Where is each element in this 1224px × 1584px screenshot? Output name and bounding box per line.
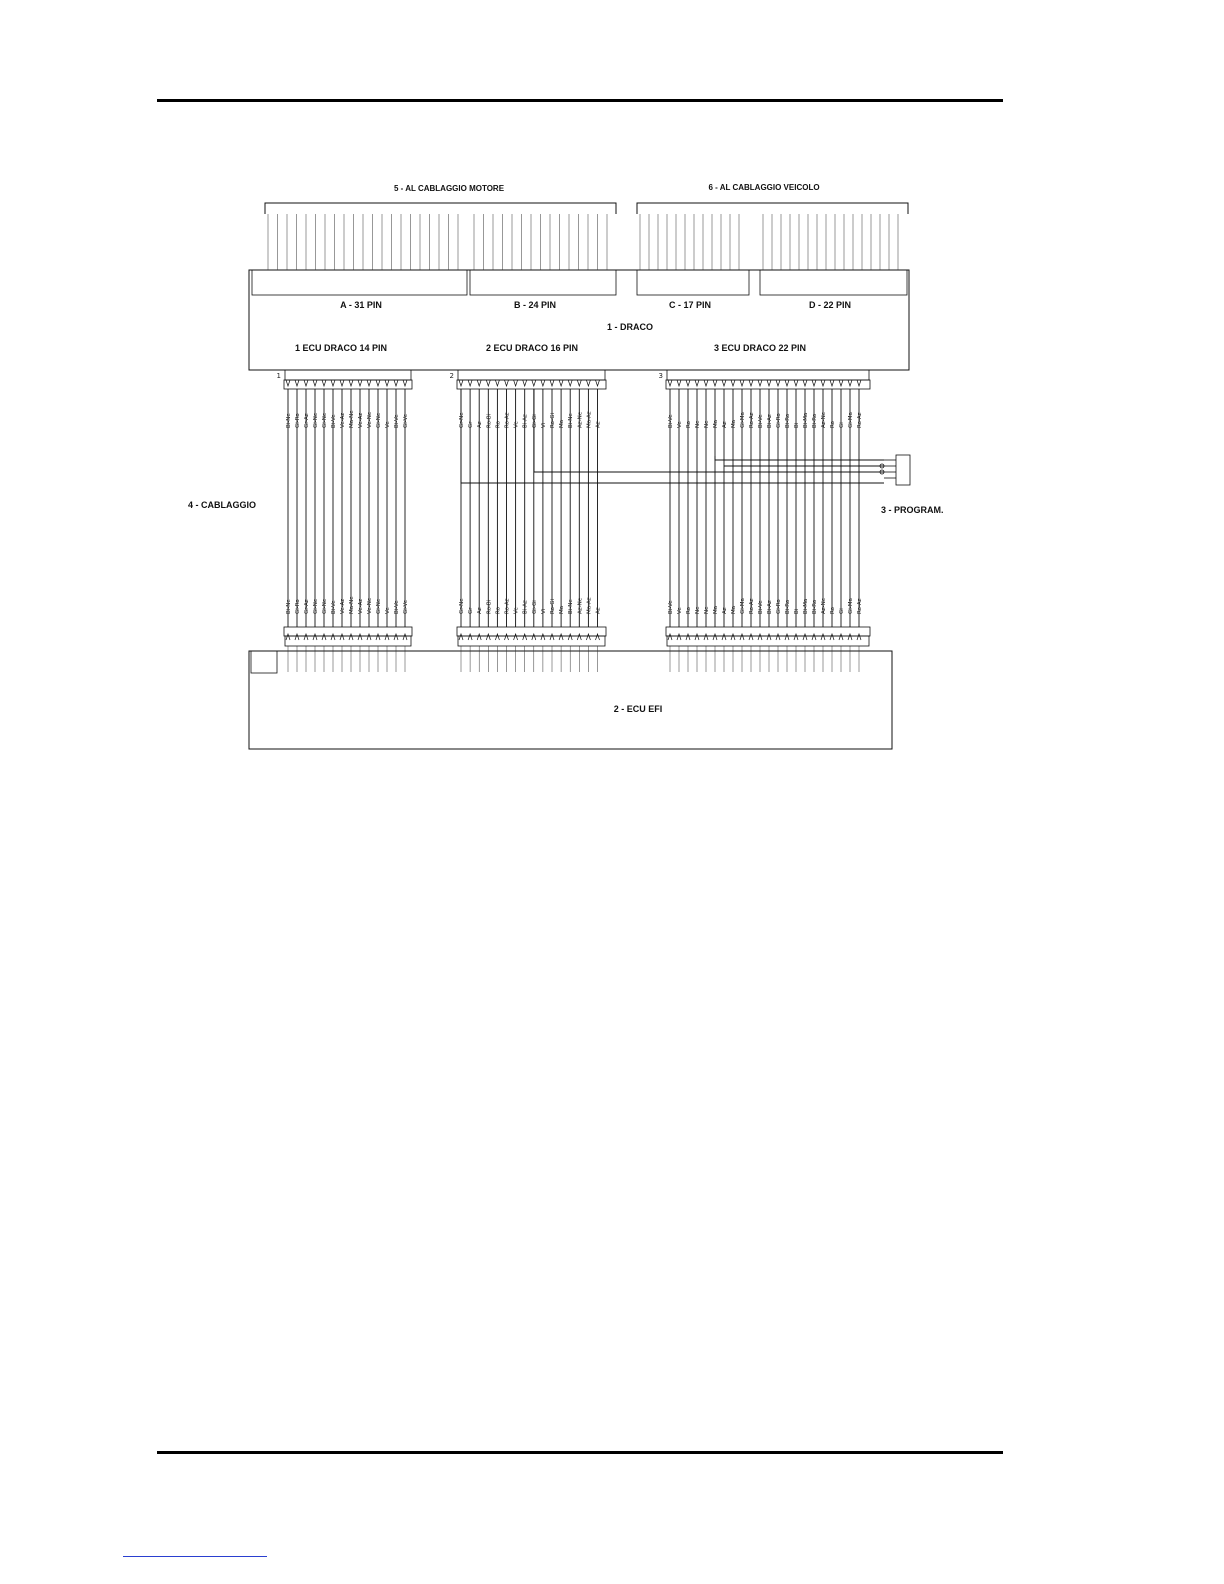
pin-arrow-bottom-3-7	[722, 634, 726, 640]
pin-arrow-top-2-1	[459, 380, 463, 386]
wire-color-top-3-11: Bi-Ve	[758, 414, 764, 428]
ecu3-label: 3 ECU DRACO 22 PIN	[713, 343, 807, 353]
wire-color-top-2-10: Vi	[540, 422, 547, 428]
wire-color-bottom-3-6: Ma	[713, 605, 719, 614]
wire-color-bottom-3-16: Bi-Ma	[803, 598, 809, 614]
wire-color-top-1-13: Bi-Ve	[394, 414, 400, 428]
pin-arrow-bottom-1-10	[367, 634, 371, 640]
wire-color-top-3-10: Ro-Az	[749, 412, 755, 428]
pin-arrow-top-3-20	[839, 380, 843, 386]
pin-arrow-bottom-1-11	[376, 634, 380, 640]
pin-arrow-bottom-3-6	[713, 634, 717, 640]
wire-color-top-2-11: Ro-Gi	[550, 412, 556, 428]
pin-arrow-bottom-2-6	[505, 634, 509, 640]
pin-arrow-bottom-2-7	[514, 634, 518, 640]
pin-arrow-bottom-3-16	[803, 634, 807, 640]
pin-arrow-top-2-5	[495, 380, 499, 386]
wire-color-top-1-10: Ve-Ne	[367, 411, 373, 428]
pin-arrow-bottom-2-4	[486, 634, 490, 640]
pin-arrow-bottom-2-14	[577, 634, 581, 640]
wire-color-top-1-11: Gi-Ne	[376, 412, 382, 428]
pin-arrow-bottom-1-2	[295, 634, 299, 640]
conn-number-1: 1	[276, 372, 281, 380]
wire-color-bottom-1-10: Ve-Ne	[367, 597, 373, 614]
pin-arrow-top-2-13	[568, 380, 572, 386]
wire-color-bottom-1-14: Gi-Ve	[403, 599, 409, 614]
pin-arrow-top-2-4	[486, 380, 490, 386]
wire-color-top-1-12: Ve	[385, 421, 391, 428]
pin-arrow-top-2-8	[523, 380, 527, 386]
pin-arrow-bottom-2-9	[532, 634, 536, 640]
pin-arrow-top-2-2	[468, 380, 472, 386]
draco-label: 1 - DRACO	[606, 322, 654, 332]
wire-color-bottom-3-13: Gi-Ro	[776, 599, 782, 614]
pin-arrow-top-3-5	[704, 380, 708, 386]
pin-arrow-top-2-16	[596, 380, 600, 386]
wire-color-bottom-2-5: Ro	[495, 607, 502, 614]
pin-arrow-top-1-3	[304, 380, 308, 386]
wire-color-bottom-3-20: Gi	[839, 608, 845, 614]
wire-color-top-3-15: Bi	[794, 422, 800, 428]
wire-color-bottom-2-4: Ro-Bi	[486, 599, 493, 614]
wire-color-top-3-19: Ro	[830, 421, 836, 428]
pin-arrow-bottom-1-8	[349, 634, 353, 640]
pin-arrow-top-3-16	[803, 380, 807, 386]
pin-arrow-top-3-7	[722, 380, 726, 386]
pin-arrow-top-3-9	[740, 380, 744, 386]
ecu1-label: 1 ECU DRACO 14 PIN	[294, 343, 388, 353]
pin-arrow-top-1-9	[358, 380, 362, 386]
wire-color-bottom-3-14: Bi-Ro	[785, 599, 791, 614]
pin-arrow-bottom-3-11	[758, 634, 762, 640]
pin-arrow-top-2-7	[514, 380, 518, 386]
wire-color-top-1-1: Bi-Ne	[286, 413, 292, 428]
pin-arrow-bottom-3-13	[776, 634, 780, 640]
pin-arrow-top-3-1	[668, 380, 672, 386]
pin-arrow-top-1-13	[394, 380, 398, 386]
wire-color-top-3-6: Ma	[713, 419, 719, 428]
pin-arrow-bottom-3-20	[839, 634, 843, 640]
pin-arrow-top-1-2	[295, 380, 299, 386]
wire-color-bottom-1-3: Gr-Az	[304, 599, 310, 614]
pin-arrow-bottom-2-12	[559, 634, 563, 640]
wire-color-top-1-8: Ma-Ne	[349, 410, 355, 428]
pin-arrow-bottom-3-10	[749, 634, 753, 640]
pin-arrow-top-1-4	[313, 380, 317, 386]
pin-arrow-top-1-12	[385, 380, 389, 386]
wire-color-top-2-6: Ro-Az	[504, 412, 511, 428]
wire-color-top-2-2: Gr	[468, 421, 475, 428]
wire-color-bottom-1-13: Bi-Ve	[394, 600, 400, 614]
wire-color-top-3-14: Bi-Ro	[785, 413, 791, 428]
wire-color-bottom-2-11: Ro-Gi	[550, 598, 556, 614]
wire-color-bottom-1-9: Ve-Az	[358, 598, 364, 614]
pin-arrow-top-2-11	[550, 380, 554, 386]
pin-arrow-bottom-3-12	[767, 634, 771, 640]
draco-pin-strips	[252, 270, 907, 295]
pin-arrow-bottom-3-5	[704, 634, 708, 640]
pin-arrow-top-3-3	[686, 380, 690, 386]
wire-color-bottom-3-10: Ro-Az	[749, 598, 755, 614]
wire-color-bottom-1-4: Gi-Ne	[313, 598, 319, 614]
ecu2-label: 2 ECU DRACO 16 PIN	[485, 343, 579, 353]
wire-color-top-3-8: Ma	[731, 419, 737, 428]
pin-arrow-top-2-14	[577, 380, 581, 386]
pin-arrow-top-2-15	[586, 380, 590, 386]
program-label: 3 - PROGRAM.	[881, 505, 944, 515]
wire-color-bottom-3-15: Bi	[794, 608, 800, 614]
pin-arrow-bottom-1-9	[358, 634, 362, 640]
program-connector	[880, 455, 910, 485]
wire-layer	[286, 389, 884, 627]
pin-arrow-bottom-2-13	[568, 634, 572, 640]
wire-color-top-2-1: Gr-Ne	[459, 412, 465, 428]
wire-color-bottom-2-2: Gr	[468, 607, 475, 614]
cablaggio-label: 4 - CABLAGGIO	[188, 500, 257, 510]
pin-arrow-top-1-6	[331, 380, 335, 386]
conn-number-2: 2	[449, 372, 454, 380]
pin-arrow-bottom-1-13	[394, 634, 398, 640]
conn-b-label: B - 24 PIN	[513, 300, 557, 310]
wire-color-bottom-3-9: Gi-Ma	[740, 598, 746, 614]
pin-arrow-bottom-3-18	[821, 634, 825, 640]
wire-color-bottom-3-18: Az-Ne	[821, 597, 827, 614]
wire-color-bottom-3-19: Ro	[830, 607, 836, 614]
pin-arrow-bottom-2-2	[468, 634, 472, 640]
pin-arrow-top-3-2	[677, 380, 681, 386]
pin-arrow-top-1-7	[340, 380, 344, 386]
pin-arrow-top-1-8	[349, 380, 353, 386]
pin-arrow-bottom-1-7	[340, 634, 344, 640]
pin-arrow-top-3-14	[785, 380, 789, 386]
wire-color-bottom-1-1: Bi-Ne	[286, 599, 292, 614]
wire-color-top-2-13: Bi-Ne	[568, 413, 575, 428]
pin-arrow-bottom-3-4	[695, 634, 699, 640]
pin-arrow-bottom-1-5	[322, 634, 326, 640]
pin-arrow-bottom-2-1	[459, 634, 463, 640]
wire-color-bottom-3-8: Ma	[731, 605, 737, 614]
wire-color-bottom-3-2: Ve	[677, 607, 683, 614]
pin-arrow-top-2-9	[532, 380, 536, 386]
wire-color-top-3-9: Gi-Ma	[740, 412, 746, 428]
wire-color-top-2-3: Az	[477, 421, 484, 428]
pin-arrow-top-2-6	[505, 380, 509, 386]
ecu-efi-box	[249, 651, 892, 749]
wire-color-bottom-2-15: Ma-Az	[586, 597, 593, 614]
wire-color-top-2-9: Gi-Gi	[531, 414, 538, 428]
wire-color-bottom-3-3: Ro	[686, 607, 692, 614]
wire-color-bottom-2-16: Az	[595, 607, 602, 614]
upper-connector-strips	[284, 370, 870, 389]
wire-color-bottom-1-2: Gi-Ro	[295, 599, 301, 614]
wire-color-bottom-2-8: Bi-Az	[522, 600, 529, 614]
pin-arrow-top-3-11	[758, 380, 762, 386]
pin-arrow-bottom-1-6	[331, 634, 335, 640]
wire-color-bottom-2-10: Vi	[540, 608, 547, 614]
pin-arrow-bottom-1-14	[403, 634, 407, 640]
wire-color-top-1-5: Gi-Ne	[322, 412, 328, 428]
wire-color-top-3-20: Gi	[839, 422, 845, 428]
pin-arrow-bottom-1-12	[385, 634, 389, 640]
pin-arrow-bottom-3-9	[740, 634, 744, 640]
pin-arrow-top-3-10	[749, 380, 753, 386]
pin-arrow-top-1-10	[367, 380, 371, 386]
pin-arrow-bottom-3-22	[857, 634, 861, 640]
pin-arrow-bottom-1-3	[304, 634, 308, 640]
pin-arrow-top-2-12	[559, 380, 563, 386]
wire-color-top-3-12: Bi-Az	[767, 414, 773, 428]
pin-arrow-top-3-22	[857, 380, 861, 386]
wire-color-top-3-17: Bi-Ro	[812, 413, 818, 428]
pin-arrow-top-1-5	[322, 380, 326, 386]
harness-brackets	[265, 203, 908, 214]
wire-color-bottom-1-12: Ve	[385, 607, 391, 614]
pin-arrow-bottom-2-11	[550, 634, 554, 640]
wire-color-bottom-3-12: Bi-Az	[767, 600, 773, 614]
wire-color-top-1-6: Bi-Ve	[331, 414, 337, 428]
pin-arrow-top-3-19	[830, 380, 834, 386]
pin-arrow-top-1-11	[376, 380, 380, 386]
wire-color-bottom-1-11: Gi-Ne	[376, 598, 382, 614]
pin-arrow-bottom-3-15	[794, 634, 798, 640]
pin-arrow-bottom-3-14	[785, 634, 789, 640]
pin-arrow-bottom-3-3	[686, 634, 690, 640]
pin-arrow-top-3-12	[767, 380, 771, 386]
conn-number-3: 3	[658, 372, 663, 380]
wire-color-bottom-2-9: Gi-Gi	[531, 600, 538, 614]
wire-color-bottom-1-8: Ma-Ne	[349, 596, 355, 614]
harness-vehicle-label: 6 - AL CABLAGGIO VEICOLO	[708, 183, 820, 192]
pin-arrow-bottom-2-5	[495, 634, 499, 640]
wire-color-top-3-7: Az	[722, 421, 728, 428]
wire-color-bottom-2-3: Az	[477, 607, 484, 614]
wire-color-top-2-12: Ma	[559, 419, 566, 428]
wire-color-bottom-2-12: Ma	[559, 605, 566, 614]
wire-color-bottom-1-5: Gi-Ne	[322, 598, 328, 614]
ecu-efi-corner-block	[251, 651, 277, 673]
conn-a-label: A - 31 PIN	[340, 300, 382, 310]
pin-arrow-top-3-6	[713, 380, 717, 386]
wire-color-bottom-1-6: Bi-Ve	[331, 600, 337, 614]
wire-color-bottom-3-4: Ne	[695, 606, 701, 614]
wire-color-top-3-2: Ve	[677, 421, 683, 428]
wire-color-bottom-2-6: Ro-Az	[504, 598, 511, 614]
pin-arrow-bottom-2-3	[477, 634, 481, 640]
wire-color-top-2-14: Az-Ne	[577, 411, 584, 428]
pin-arrow-top-1-1	[286, 380, 290, 386]
pin-arrow-bottom-3-8	[731, 634, 735, 640]
wire-color-top-2-16: Az	[595, 421, 602, 428]
wire-color-top-1-3: Gr-Az	[304, 413, 310, 428]
conn-d-label: D - 22 PIN	[808, 300, 852, 310]
wire-color-top-3-4: Ne	[695, 420, 701, 428]
pin-arrow-bottom-2-8	[523, 634, 527, 640]
pin-arrow-top-3-18	[821, 380, 825, 386]
pin-arrow-bottom-3-19	[830, 634, 834, 640]
wire-color-top-3-16: Bi-Ma	[803, 412, 809, 428]
wire-color-top-1-9: Ve-Az	[358, 412, 364, 428]
pin-arrow-top-2-3	[477, 380, 481, 386]
wire-color-top-1-2: Gi-Ro	[295, 413, 301, 428]
pin-arrow-top-3-13	[776, 380, 780, 386]
wire-color-top-2-8: Bi-Az	[522, 414, 529, 428]
pin-arrow-top-2-10	[541, 380, 545, 386]
wire-color-top-3-3: Ro	[686, 421, 692, 428]
wire-color-bottom-3-21: Gi-Ma	[848, 598, 854, 614]
pin-arrow-bottom-2-15	[586, 634, 590, 640]
pin-arrow-bottom-3-1	[668, 634, 672, 640]
pin-arrow-bottom-1-4	[313, 634, 317, 640]
draco-box	[249, 270, 909, 370]
pin-arrow-top-3-8	[731, 380, 735, 386]
wire-color-top-1-4: Gi-Ne	[313, 412, 319, 428]
wire-color-top-2-15: Ma-Az	[586, 411, 593, 428]
wire-color-top-2-4: Ro-Bi	[486, 413, 493, 428]
pin-arrow-top-3-21	[848, 380, 852, 386]
wire-color-bottom-3-1: Bi-Ve	[668, 600, 674, 614]
wire-color-bottom-2-13: Bi-Ne	[568, 599, 575, 614]
pin-arrow-bottom-2-10	[541, 634, 545, 640]
pin-arrow-bottom-2-16	[596, 634, 600, 640]
wire-color-top-3-13: Gi-Ro	[776, 413, 782, 428]
wire-color-bottom-3-7: Az	[722, 607, 728, 614]
pin-arrow-bottom-1-1	[286, 634, 290, 640]
pin-arrow-bottom-3-17	[812, 634, 816, 640]
wire-color-bottom-2-14: Az-Ne	[577, 597, 584, 614]
lower-connector-strips	[284, 627, 870, 646]
pin-arrow-top-1-14	[403, 380, 407, 386]
wire-color-top-1-14: Gi-Ve	[403, 413, 409, 428]
wire-color-top-3-21: Gi-Ma	[848, 412, 854, 428]
wire-color-top-3-18: Az-Ne	[821, 411, 827, 428]
wire-color-top-3-22: Ro-Az	[857, 412, 863, 428]
pin-arrow-top-3-4	[695, 380, 699, 386]
wire-color-top-2-5: Ro	[495, 421, 502, 428]
ecu-efi-label: 2 - ECU EFI	[613, 704, 663, 714]
wire-color-bottom-2-1: Gr-Ne	[459, 598, 465, 614]
harness-engine-label: 5 - AL CABLAGGIO MOTORE	[393, 184, 505, 193]
pin-arrow-bottom-3-21	[848, 634, 852, 640]
wire-color-bottom-2-7: Ve	[513, 607, 520, 614]
wire-color-bottom-3-5: Ne	[704, 606, 710, 614]
wire-color-top-2-7: Ve	[513, 421, 520, 428]
wire-color-bottom-3-11: Bi-Ve	[758, 600, 764, 614]
wire-color-top-3-1: Bi-Ve	[668, 414, 674, 428]
pin-arrow-top-3-15	[794, 380, 798, 386]
wire-color-top-1-7: Ve-Az	[340, 412, 346, 428]
wire-color-top-3-5: Ne	[704, 420, 710, 428]
pin-arrow-top-3-17	[812, 380, 816, 386]
wire-color-bottom-1-7: Ve-Az	[340, 598, 346, 614]
wire-color-bottom-3-22: Ro-Az	[857, 598, 863, 614]
pin-arrow-bottom-3-2	[677, 634, 681, 640]
conn-c-label: C - 17 PIN	[668, 300, 712, 310]
wire-color-bottom-3-17: Bi-Ro	[812, 599, 818, 614]
